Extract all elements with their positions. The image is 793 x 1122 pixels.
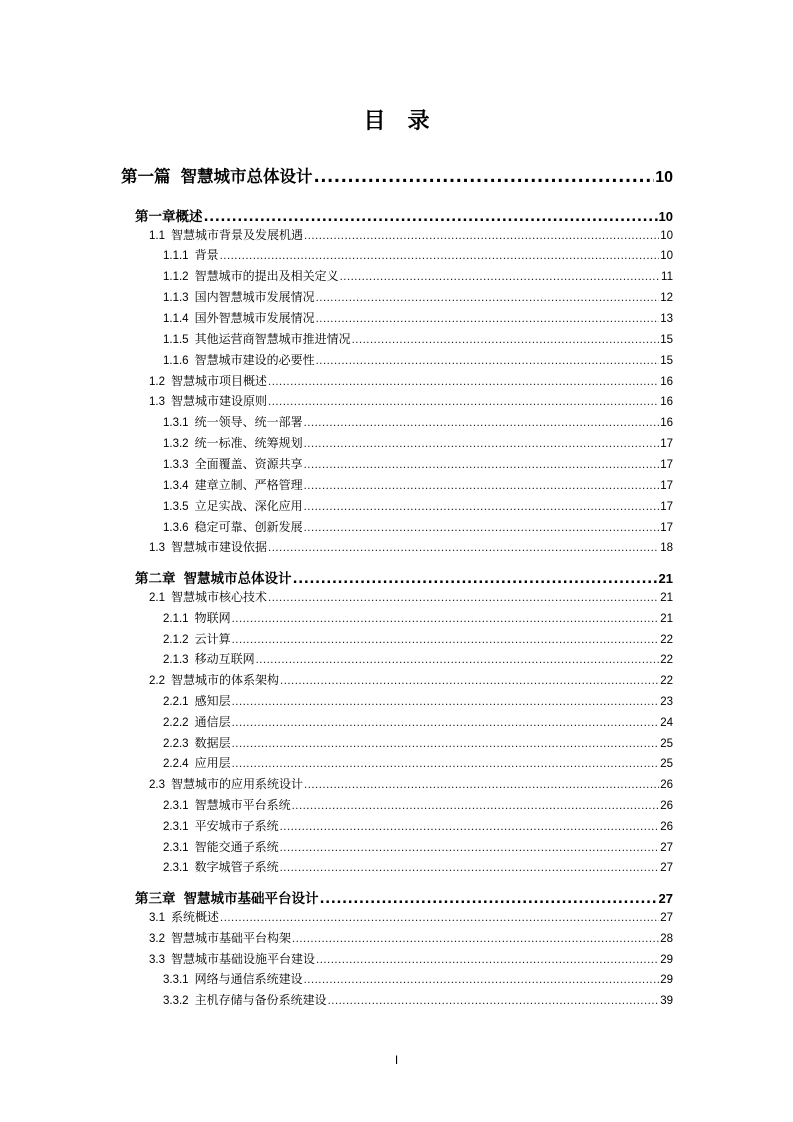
- toc-entry-number: 3.3: [149, 954, 165, 966]
- toc-entry[interactable]: [163, 246, 673, 263]
- toc-entry[interactable]: [163, 267, 673, 284]
- toc-entry-text: 云计算: [194, 632, 231, 646]
- toc-entry-label: [163, 650, 255, 667]
- toc-entry-text: 立足实战、深化应用: [194, 499, 303, 513]
- toc-entry-text: 智慧城市平台系统: [194, 798, 291, 812]
- toc-entry[interactable]: [135, 887, 673, 907]
- toc-entry-number: 1.3.4: [163, 480, 189, 492]
- toc-entry-label: [163, 713, 231, 730]
- toc-entry-text: 智慧城市建设依据: [171, 540, 268, 554]
- toc-title-left: 目: [363, 109, 386, 134]
- toc-entry-number: 1.1.3: [163, 292, 189, 304]
- toc-entry-page: 10: [660, 250, 673, 262]
- toc-entry[interactable]: [163, 650, 673, 667]
- toc-dot-leader: [304, 499, 660, 513]
- toc-entry[interactable]: [163, 497, 673, 514]
- toc-entry[interactable]: [163, 970, 673, 987]
- toc-entry-number: 1.3.3: [163, 459, 189, 471]
- toc-entry-number: 1.3: [149, 542, 165, 554]
- toc-entry-number: 2.3.1: [163, 862, 189, 874]
- toc-entry-label: [163, 754, 231, 771]
- toc-entry[interactable]: [163, 692, 673, 709]
- toc-entry-page: 18: [660, 542, 673, 554]
- toc-dot-leader: [292, 798, 660, 812]
- toc-entry-number: 2.3.1: [163, 821, 189, 833]
- toc-entry[interactable]: [149, 929, 673, 946]
- toc-entry-number: 2.1.3: [163, 654, 189, 666]
- toc-entry-text: 智慧城市背景及发展机遇: [171, 228, 304, 242]
- toc-entry[interactable]: [163, 817, 673, 834]
- toc-dot-leader: [316, 952, 659, 966]
- toc-entry[interactable]: [149, 908, 673, 925]
- toc-dot-leader: [232, 632, 660, 646]
- toc-entry-page: 11: [661, 271, 673, 283]
- toc-entry-label: [135, 567, 292, 587]
- toc-entry-text: 物联网: [194, 611, 231, 625]
- toc-entry[interactable]: [163, 754, 673, 771]
- toc-entry-text: 智慧城市项目概述: [171, 374, 268, 388]
- toc-entry-label: [163, 246, 219, 263]
- toc-dot-leader: [280, 860, 660, 874]
- toc-entry-number: 3.3.2: [163, 995, 189, 1007]
- toc-dot-leader: [232, 736, 660, 750]
- toc-entry-page: 29: [660, 974, 673, 986]
- toc-entry-label: [149, 588, 267, 605]
- toc-entry-number: 1.1.2: [163, 271, 189, 283]
- toc-entry-number: 2.2.2: [163, 717, 189, 729]
- toc-entry-label: [149, 671, 279, 688]
- toc-entry[interactable]: [149, 671, 673, 688]
- toc-entry-text: 智慧城市的应用系统设计: [171, 777, 304, 791]
- toc-entry-page: 26: [660, 800, 673, 812]
- toc-entry-page: 10: [655, 169, 673, 186]
- toc-dot-leader: [304, 436, 660, 450]
- toc-entry-text: 智慧城市的提出及相关定义: [194, 269, 339, 283]
- toc-entry-number: 1.3.5: [163, 501, 189, 513]
- toc-entry-page: 26: [660, 779, 673, 791]
- toc-entry-label: [149, 372, 267, 389]
- toc-dot-leader: [220, 248, 660, 262]
- toc-entry-page: 27: [658, 891, 673, 906]
- toc-entry-text: 数字城管子系统: [194, 860, 279, 874]
- toc-entry-label: [163, 630, 231, 647]
- toc-dot-leader: [268, 540, 659, 554]
- toc-entry-number: 3.3.1: [163, 974, 189, 986]
- toc-entry-label: [149, 226, 303, 243]
- toc-entry-text: 感知层: [194, 694, 231, 708]
- toc-entry-label: [163, 970, 303, 987]
- toc-entry-text: 其他运营商智慧城市推进情况: [194, 332, 351, 346]
- toc-entry-text: 智慧城市总体设计: [183, 571, 292, 587]
- toc-dot-leader: [316, 353, 660, 367]
- toc-entry[interactable]: [135, 205, 673, 225]
- toc-dot-leader: [316, 290, 660, 304]
- toc-entry-page: 16: [660, 376, 673, 388]
- toc-entry-number: 2.2.3: [163, 738, 189, 750]
- toc-entry-label: [163, 817, 279, 834]
- toc-entry-number: 1.1.6: [163, 355, 189, 367]
- toc-entry[interactable]: [163, 991, 673, 1008]
- toc-entry-text: 应用层: [194, 756, 231, 770]
- toc-dot-leader: [220, 910, 659, 924]
- toc-entry[interactable]: [149, 226, 673, 243]
- toc-entry-text: 统一领导、统一部署: [194, 415, 303, 429]
- toc-dot-leader: [340, 269, 660, 283]
- toc-entry[interactable]: [163, 351, 673, 368]
- toc-entry-label: [149, 908, 219, 925]
- toc-entry-number: 2.3.1: [163, 800, 189, 812]
- toc-dot-leader: [352, 332, 660, 346]
- toc-entry[interactable]: [163, 309, 673, 326]
- toc-entry-page: 28: [660, 933, 673, 945]
- toc-entry-label: [149, 950, 315, 967]
- toc-entry-number: 第三章: [135, 891, 176, 906]
- toc-entry-label: [163, 796, 291, 813]
- toc-entry-page: 25: [660, 738, 673, 750]
- toc-entry-number: 2.2: [149, 675, 165, 687]
- toc-entry-page: 13: [660, 313, 673, 325]
- toc-entry-text: 背景: [194, 248, 219, 262]
- toc-entry-number: 3.1: [149, 912, 165, 924]
- toc-entry-page: 17: [660, 438, 673, 450]
- toc-entry-text: 主机存储与备份系统建设: [194, 993, 327, 1007]
- toc-entry-text: 第一章概述: [135, 209, 203, 225]
- toc-entry-text: 全面覆盖、资源共享: [194, 457, 303, 471]
- toc-entry[interactable]: [163, 713, 673, 730]
- toc-entry-page: 39: [660, 995, 673, 1007]
- toc-entry-label: [163, 330, 351, 347]
- toc-dot-leader: [293, 571, 658, 587]
- toc-dot-leader: [304, 228, 659, 242]
- toc-entry-text: 稳定可靠、创新发展: [194, 520, 303, 534]
- toc-entry-text: 智慧城市基础平台设计: [183, 891, 319, 907]
- toc-entry-label: [163, 476, 303, 493]
- toc-entry-label: [163, 455, 303, 472]
- toc-entry-number: 2.3: [149, 779, 165, 791]
- toc-entry-number: 2.2.1: [163, 696, 189, 708]
- toc-entry-number: 3.2: [149, 933, 165, 945]
- toc-dot-leader: [256, 652, 660, 666]
- toc-dot-leader: [280, 819, 660, 833]
- toc-entry-page: 22: [660, 654, 673, 666]
- toc-dot-leader: [268, 590, 659, 604]
- toc-entry-page: 22: [660, 675, 673, 687]
- toc-entry-page: 21: [658, 571, 673, 586]
- toc-dot-leader: [232, 694, 660, 708]
- toc-entry-page: 16: [660, 396, 673, 408]
- toc-entry-label: [163, 497, 303, 514]
- toc-entry-page: 17: [660, 522, 673, 534]
- toc-entry-number: 1.3: [149, 396, 165, 408]
- toc-entry[interactable]: [163, 609, 673, 626]
- toc-entry-page: 17: [660, 480, 673, 492]
- toc-dot-leader: [304, 457, 660, 471]
- toc-entry-text: 智慧城市总体设计: [180, 167, 313, 186]
- toc-entry-label: [163, 518, 303, 535]
- toc-dot-leader: [304, 520, 660, 534]
- toc-entry-page: 17: [660, 501, 673, 513]
- toc-entry-label: [121, 163, 313, 187]
- toc-entry-label: [149, 775, 303, 792]
- toc-entry-page: 27: [660, 842, 673, 854]
- toc-dot-leader: [328, 993, 660, 1007]
- toc-entry[interactable]: [163, 518, 673, 535]
- toc-entry-number: 2.2.4: [163, 758, 189, 770]
- toc-entry-page: 24: [660, 717, 673, 729]
- toc-entry[interactable]: [163, 476, 673, 493]
- toc-dot-leader: [232, 611, 660, 625]
- toc-entry-page: 27: [660, 862, 673, 874]
- toc-entry-label: [163, 734, 231, 751]
- toc-entry-number: 1.3.2: [163, 438, 189, 450]
- toc-entry[interactable]: [163, 330, 673, 347]
- toc-entry-label: [163, 413, 303, 430]
- toc-entry-text: 智慧城市基础设施平台建设: [171, 952, 316, 966]
- toc-entry-label: [163, 434, 303, 451]
- toc-entry-label: [163, 267, 339, 284]
- toc-entry-label: [163, 351, 315, 368]
- toc-entry[interactable]: [163, 288, 673, 305]
- toc-entry-text: 智慧城市建设原则: [171, 394, 268, 408]
- toc-entry[interactable]: [149, 588, 673, 605]
- toc-entry-number: 第二章: [135, 571, 176, 586]
- toc-entry-number: 2.1.2: [163, 634, 189, 646]
- toc-entry[interactable]: [149, 538, 673, 555]
- toc-entry-label: [163, 858, 279, 875]
- toc-entry-page: 22: [660, 634, 673, 646]
- toc-dot-leader: [204, 209, 658, 225]
- toc-dot-leader: [268, 394, 659, 408]
- toc-entry-label: [163, 288, 315, 305]
- toc-entry[interactable]: [163, 796, 673, 813]
- toc-entry[interactable]: [163, 630, 673, 647]
- toc-entry-text: 通信层: [194, 715, 231, 729]
- toc-dot-leader: [304, 777, 659, 791]
- toc-entry-text: 智慧城市建设的必要性: [194, 353, 315, 367]
- toc-entry-page: 10: [660, 230, 673, 242]
- toc-entry[interactable]: [163, 413, 673, 430]
- toc-entry-number: 2.1.1: [163, 613, 189, 625]
- toc-entry-label: [163, 838, 279, 855]
- toc-entry-page: 27: [660, 912, 673, 924]
- toc-entry[interactable]: [135, 567, 673, 587]
- toc-entry-number: 1.1.4: [163, 313, 189, 325]
- toc-entry-text: 智能交通子系统: [194, 840, 279, 854]
- toc-entry-label: [163, 991, 327, 1008]
- toc-dot-leader: [232, 715, 660, 729]
- toc-entry-text: 统一标准、统筹规划: [194, 436, 303, 450]
- toc-entry[interactable]: [163, 838, 673, 855]
- toc-entry-number: 第一篇: [121, 168, 171, 186]
- toc-entry-number: 1.3.1: [163, 417, 189, 429]
- toc-entry-label: [149, 392, 267, 409]
- toc-dot-leader: [304, 478, 660, 492]
- toc-entry-text: 国内智慧城市发展情况: [194, 290, 315, 304]
- toc-entry[interactable]: [163, 858, 673, 875]
- toc-entry-text: 智慧城市的体系架构: [171, 673, 280, 687]
- toc-entry-page: 21: [660, 613, 673, 625]
- toc-entry[interactable]: [149, 775, 673, 792]
- toc-entry-page: 21: [660, 592, 673, 604]
- page-number: I: [394, 1053, 399, 1067]
- toc-entry[interactable]: [163, 455, 673, 472]
- toc-entry-label: [163, 692, 231, 709]
- toc-entry-text: 国外智慧城市发展情况: [194, 311, 315, 325]
- toc-dot-leader: [314, 167, 655, 186]
- toc-entry-page: 26: [660, 821, 673, 833]
- toc-entry-text: 建章立制、严格管理: [194, 478, 303, 492]
- toc-dot-leader: [280, 673, 659, 687]
- toc-entry-label: [163, 309, 315, 326]
- toc-dot-leader: [320, 891, 658, 907]
- toc-entry-text: 智慧城市核心技术: [171, 590, 268, 604]
- toc-entry-page: 23: [660, 696, 673, 708]
- toc-dot-leader: [316, 311, 660, 325]
- toc-dot-leader: [268, 374, 659, 388]
- toc-entry-number: 1.1.1: [163, 250, 189, 262]
- toc-entry[interactable]: [163, 734, 673, 751]
- toc-entry-page: 25: [660, 758, 673, 770]
- toc-entry-label: [135, 887, 319, 907]
- toc-entry-label: [149, 929, 291, 946]
- toc-entry-label: [163, 609, 231, 626]
- toc-entry-text: 数据层: [194, 736, 231, 750]
- toc-entry-number: 1.1.5: [163, 334, 189, 346]
- toc-dot-leader: [304, 972, 660, 986]
- toc-dot-leader: [292, 931, 659, 945]
- toc-entry[interactable]: [149, 392, 673, 409]
- toc-entry-number: 2.3.1: [163, 842, 189, 854]
- toc-entry-text: 智慧城市基础平台构架: [171, 931, 292, 945]
- toc-entry-page: 15: [660, 355, 673, 367]
- toc-entry-page: 15: [660, 334, 673, 346]
- toc-entry-page: 29: [660, 954, 673, 966]
- toc-title: [0, 104, 793, 135]
- toc-entry-number: 1.2: [149, 376, 165, 388]
- toc-entry-label: [149, 538, 267, 555]
- toc-entry-number: 1.1: [149, 230, 165, 242]
- toc-entry-label: [135, 205, 203, 225]
- toc-entry-page: 10: [658, 209, 673, 224]
- toc-entry[interactable]: [149, 372, 673, 389]
- toc-entry-text: 移动互联网: [194, 652, 255, 666]
- toc-entry[interactable]: [149, 950, 673, 967]
- toc-entry[interactable]: [121, 163, 673, 187]
- toc-dot-leader: [304, 415, 660, 429]
- toc-entry-page: 17: [660, 459, 673, 471]
- toc-entry-number: 2.1: [149, 592, 165, 604]
- toc-entry-text: 平安城市子系统: [194, 819, 279, 833]
- toc-entry-page: 12: [660, 292, 673, 304]
- toc-entry-page: 16: [660, 417, 673, 429]
- toc-entry-number: 1.3.6: [163, 522, 189, 534]
- toc-title-right: 录: [407, 109, 430, 134]
- toc-entry-text: 网络与通信系统建设: [194, 972, 303, 986]
- toc-entry[interactable]: [163, 434, 673, 451]
- toc-dot-leader: [232, 756, 660, 770]
- toc-dot-leader: [280, 840, 660, 854]
- toc-entry-text: 系统概述: [171, 910, 220, 924]
